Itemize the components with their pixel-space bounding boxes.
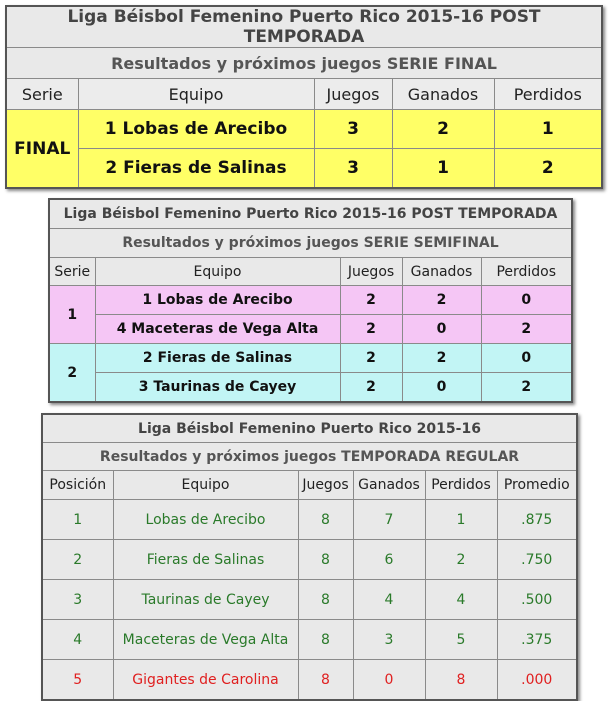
perdidos-cell: 5 — [425, 620, 497, 660]
header-equipo: Equipo — [78, 79, 314, 110]
table-row — [42, 540, 577, 580]
perdidos-cell: 8 — [425, 660, 497, 701]
header-juegos: Juegos — [340, 258, 402, 286]
header-juegos: Juegos — [298, 471, 353, 500]
table-row — [6, 149, 602, 189]
position-cell: 5 — [42, 660, 113, 701]
header-ganados: Ganados — [353, 471, 425, 500]
perdidos-cell: 2 — [481, 315, 572, 344]
table-row — [49, 315, 572, 344]
promedio-cell: .750 — [497, 540, 577, 580]
header-perdidos: Perdidos — [425, 471, 497, 500]
perdidos-cell: 2 — [481, 373, 572, 403]
final-table-subtitle: Resultados y próximos juegos SERIE FINAL — [6, 48, 602, 79]
ganados-cell: 0 — [402, 373, 481, 403]
ganados-cell: 2 — [402, 286, 481, 315]
team-cell: 2 Fieras de Salinas — [78, 149, 314, 189]
semifinal-table-subtitle: Resultados y próximos juegos SERIE SEMIFINAL — [49, 229, 572, 258]
table-row — [42, 500, 577, 540]
header-equipo: Equipo — [113, 471, 298, 500]
table-row — [42, 580, 577, 620]
juegos-cell: 2 — [340, 315, 402, 344]
regular-season-table — [41, 413, 578, 701]
ganados-cell: 2 — [392, 110, 494, 149]
header-perdidos: Perdidos — [494, 79, 602, 110]
team-cell: 1 Lobas de Arecibo — [95, 286, 340, 315]
header-serie: Serie — [6, 79, 78, 110]
juegos-cell: 2 — [340, 373, 402, 403]
header-perdidos: Perdidos — [481, 258, 572, 286]
position-cell: 2 — [42, 540, 113, 580]
ganados-cell: 1 — [392, 149, 494, 189]
table-row — [49, 286, 572, 315]
promedio-cell: .375 — [497, 620, 577, 660]
table-row — [42, 620, 577, 660]
header-posicion: Posición — [42, 471, 113, 500]
juegos-cell: 8 — [298, 580, 353, 620]
ganados-cell: 0 — [402, 315, 481, 344]
team-cell: 4 Maceteras de Vega Alta — [95, 315, 340, 344]
serie-cell: 1 — [49, 286, 95, 344]
perdidos-cell: 0 — [481, 344, 572, 373]
perdidos-cell: 0 — [481, 286, 572, 315]
final-table-title: Liga Béisbol Femenino Puerto Rico 2015-16 POST TEMPORADA — [6, 6, 602, 48]
semifinal-table-title: Liga Béisbol Femenino Puerto Rico 2015-16 POST TEMPORADA — [49, 199, 572, 229]
juegos-cell: 2 — [340, 344, 402, 373]
team-cell: 3 Taurinas de Cayey — [95, 373, 340, 403]
header-equipo: Equipo — [95, 258, 340, 286]
perdidos-cell: 1 — [494, 110, 602, 149]
header-ganados: Ganados — [392, 79, 494, 110]
juegos-cell: 8 — [298, 540, 353, 580]
team-cell: Taurinas de Cayey — [113, 580, 298, 620]
serie-cell: 2 — [49, 344, 95, 403]
perdidos-cell: 4 — [425, 580, 497, 620]
table-row — [49, 373, 572, 403]
regular-table-title: Liga Béisbol Femenino Puerto Rico 2015-16 — [42, 414, 577, 443]
ganados-cell: 4 — [353, 580, 425, 620]
final-header-row — [6, 79, 602, 110]
perdidos-cell: 2 — [425, 540, 497, 580]
team-cell: Gigantes de Carolina — [113, 660, 298, 701]
perdidos-cell: 1 — [425, 500, 497, 540]
team-cell: 1 Lobas de Arecibo — [78, 110, 314, 149]
team-cell: Lobas de Arecibo — [113, 500, 298, 540]
team-cell: 2 Fieras de Salinas — [95, 344, 340, 373]
ganados-cell: 3 — [353, 620, 425, 660]
ganados-cell: 6 — [353, 540, 425, 580]
juegos-cell: 3 — [314, 149, 392, 189]
table-row — [6, 110, 602, 149]
header-serie: Serie — [49, 258, 95, 286]
regular-header-row — [42, 471, 577, 500]
juegos-cell: 2 — [340, 286, 402, 315]
promedio-cell: .500 — [497, 580, 577, 620]
header-ganados: Ganados — [402, 258, 481, 286]
team-cell: Maceteras de Vega Alta — [113, 620, 298, 660]
position-cell: 1 — [42, 500, 113, 540]
header-juegos: Juegos — [314, 79, 392, 110]
table-row — [42, 660, 577, 701]
semifinal-header-row — [49, 258, 572, 286]
ganados-cell: 7 — [353, 500, 425, 540]
juegos-cell: 8 — [298, 620, 353, 660]
semifinal-series-table — [48, 198, 573, 403]
ganados-cell: 0 — [353, 660, 425, 701]
team-cell: Fieras de Salinas — [113, 540, 298, 580]
perdidos-cell: 2 — [494, 149, 602, 189]
juegos-cell: 8 — [298, 500, 353, 540]
regular-table-subtitle: Resultados y próximos juegos TEMPORADA REGULAR — [42, 443, 577, 471]
table-row — [49, 344, 572, 373]
juegos-cell: 3 — [314, 110, 392, 149]
position-cell: 4 — [42, 620, 113, 660]
promedio-cell: .875 — [497, 500, 577, 540]
serie-cell: FINAL — [6, 110, 78, 189]
ganados-cell: 2 — [402, 344, 481, 373]
final-series-table — [5, 5, 603, 189]
promedio-cell: .000 — [497, 660, 577, 701]
juegos-cell: 8 — [298, 660, 353, 701]
position-cell: 3 — [42, 580, 113, 620]
header-promedio: Promedio — [497, 471, 577, 500]
